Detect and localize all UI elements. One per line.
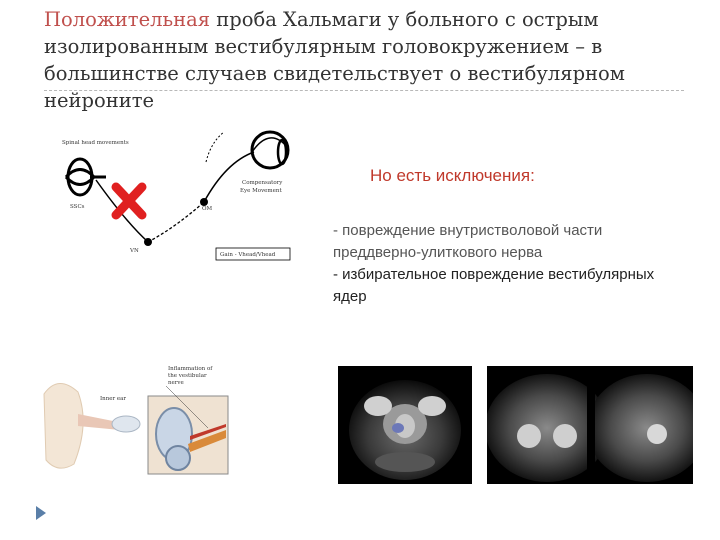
label-nerve-2: nerve	[168, 380, 184, 386]
arrow-dashed	[206, 132, 224, 162]
inner-ear-small	[112, 416, 140, 432]
exception-item-nerve: - повреждение внутриствoловой части преддверно-улиткового нерва	[333, 222, 603, 261]
pathway-eye	[204, 152, 254, 202]
label-vn: VN	[130, 248, 139, 254]
vor-diagram	[56, 122, 298, 274]
eye-icon	[252, 132, 288, 168]
slide-corner-arrow-icon	[34, 504, 48, 522]
label-inner-ear: Inner ear	[100, 396, 127, 402]
label-compensatory: Compensatory	[242, 180, 283, 186]
title-accent: Положительная	[44, 8, 211, 31]
title-divider	[44, 90, 684, 91]
cochlea	[166, 446, 190, 470]
exceptions-list	[333, 220, 663, 308]
label-gain: Gain - Vhead/Vhead	[220, 252, 276, 258]
label-inflammation: Inflammation of	[168, 366, 213, 372]
node-vn	[144, 238, 152, 246]
outer-ear	[44, 383, 83, 468]
node-om	[200, 198, 208, 206]
slide-title	[44, 6, 684, 114]
label-om: OM	[202, 206, 213, 212]
pathway-om	[148, 202, 204, 242]
lesion-marker	[392, 423, 404, 433]
mri-scan-dwi	[487, 366, 693, 484]
title-rest: проба Хальмаги у больного с острым изолированным вестибулярным головокружением – в большинстве случаев свидетельствует о вестибулярном нейроните	[44, 8, 625, 112]
red-cross-icon	[116, 187, 142, 215]
exceptions-heading: Но есть исключения:	[370, 166, 535, 185]
exception-item-nuclei: - избирательное повреждение вестибулярных ядер	[333, 266, 655, 305]
label-eye-movement: Eye Movement	[240, 188, 282, 194]
label-nerve-1: the vestibular	[168, 373, 207, 379]
label-sscs: SSCs	[70, 204, 85, 210]
ear-anatomy-illustration	[38, 364, 238, 486]
mri-scan-axial	[338, 366, 472, 484]
label-spinal: Spinal head movements	[62, 140, 129, 146]
head-coil-icon	[66, 159, 106, 195]
